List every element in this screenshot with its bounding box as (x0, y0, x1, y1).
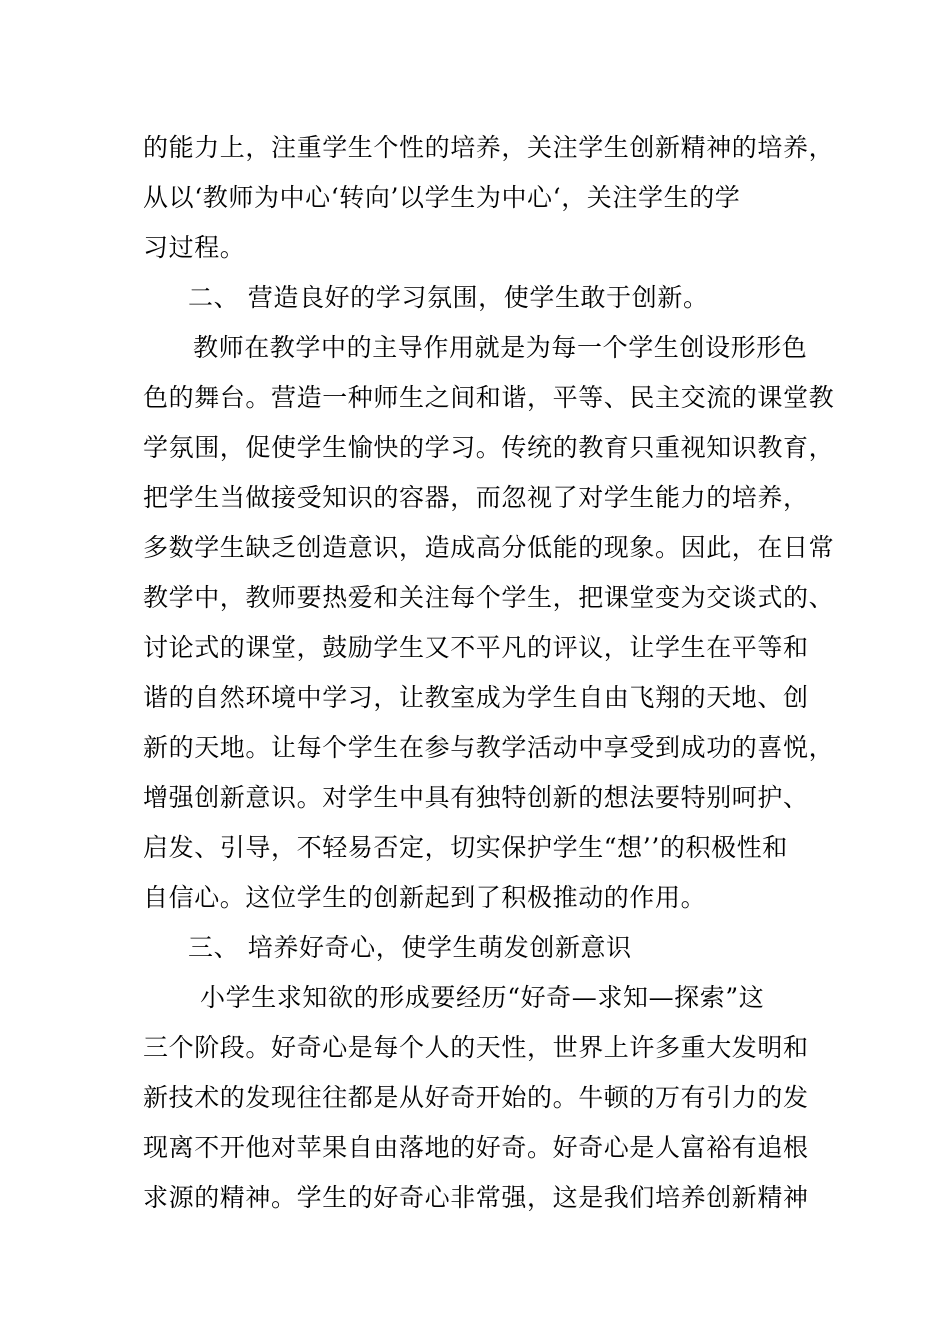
text-line: 讨论式的课堂，鼓励学生又不平凡的评议，让学生在平等和 (143, 633, 809, 662)
text-line: 从以‘教师为中心‘转向’以学生为中心‘，关注学生的学 (143, 183, 741, 212)
paragraph-first-line: 教师在教学中的主导作用就是为每一个学生创设形形色 (193, 333, 808, 362)
text-line: 新的天地。让每个学生在参与教学活动中享受到成功的喜悦， (143, 733, 835, 762)
text-line: 多数学生缺乏创造意识，造成高分低能的现象。因此，在日常 (143, 533, 835, 562)
text-line: 自信心。这位学生的创新起到了积极推动的作用。 (143, 883, 707, 912)
text-line: 新技术的发现往往都是从好奇开始的。牛顿的万有引力的发 (143, 1083, 809, 1112)
text-line: 学氛围，促使学生愉快的学习。传统的教育只重视知识教育， (143, 433, 835, 462)
text-line: 启发、引导，不轻易否定，切实保护学生“想’’的积极性和 (143, 833, 788, 862)
text-line: 的能力上，注重学生个性的培养，关注学生创新精神的培养， (143, 133, 835, 162)
paragraph-first-line: 小学生求知欲的形成要经历“好奇—求知—探索”这 (200, 983, 765, 1012)
text-line: 求源的精神。学生的好奇心非常强，这是我们培养创新精神 (143, 1183, 809, 1212)
text-line: 教学中，教师要热爱和关注每个学生，把课堂变为交谈式的、 (143, 583, 835, 612)
text-line: 增强创新意识。对学生中具有独特创新的想法要特别呵护、 (143, 783, 809, 812)
text-line: 把学生当做接受知识的容器，而忽视了对学生能力的培养， (143, 483, 809, 512)
section-heading: 二、 营造良好的学习氛围，使学生敢于创新。 (188, 283, 709, 312)
text-line: 习过程。 (143, 233, 246, 262)
text-line: 谐的自然环境中学习，让教室成为学生自由飞翔的天地、创 (143, 683, 809, 712)
text-line: 色的舞台。营造一种师生之间和谐，平等、民主交流的课堂教 (143, 383, 835, 412)
text-line: 现离不开他对苹果自由落地的好奇。好奇心是人富裕有追根 (143, 1133, 809, 1162)
text-line: 三个阶段。好奇心是每个人的天性，世界上许多重大发明和 (143, 1033, 809, 1062)
section-heading: 三、 培养好奇心，使学生萌发创新意识 (188, 933, 632, 962)
